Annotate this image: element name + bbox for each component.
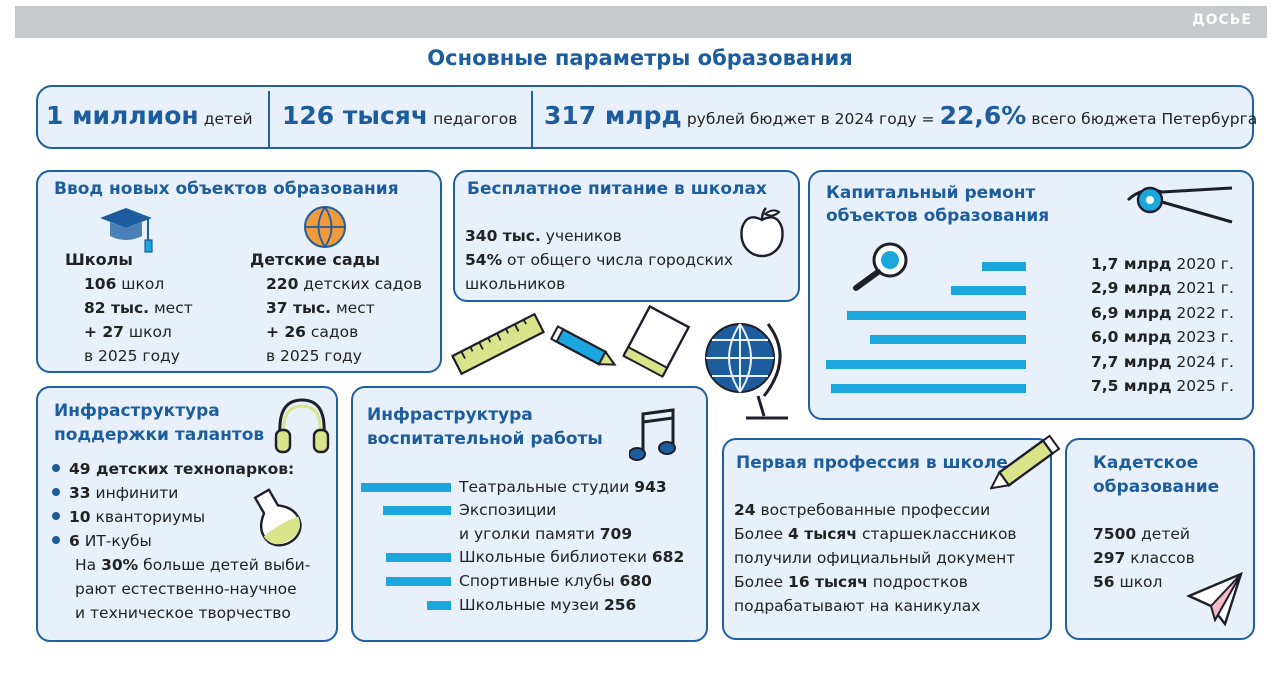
bullet-icon bbox=[52, 512, 60, 520]
repair-year: 2021 г. bbox=[1171, 279, 1234, 298]
share-label: всего бюджета Петербурга bbox=[1031, 110, 1258, 128]
infra-value: 680 bbox=[619, 572, 652, 590]
cadet-children-count: 7500 bbox=[1093, 525, 1137, 543]
ball-icon bbox=[302, 204, 348, 250]
schools-places: 82 тыс. bbox=[84, 299, 150, 317]
talents-bullet bbox=[52, 481, 178, 505]
talents-title-1: Инфраструктура bbox=[54, 401, 220, 421]
kindergartens-year: в 2025 году bbox=[266, 347, 362, 365]
talents-percent: 30% bbox=[101, 556, 139, 574]
kindergartens-plus-label: садов bbox=[310, 323, 359, 341]
stats-bar bbox=[36, 85, 1258, 149]
schools-heading: Школы bbox=[65, 250, 133, 269]
repair-value: 7,7 млрд bbox=[1091, 352, 1172, 371]
l4-pre: Более bbox=[734, 573, 784, 591]
meals-line-3: школьников bbox=[465, 275, 566, 293]
teachers-value: 126 тысяч bbox=[282, 101, 429, 130]
talents-bullet bbox=[52, 505, 205, 529]
seniors-label: старшеклассников bbox=[861, 525, 1017, 543]
infra-label: Спортивные клубы bbox=[459, 572, 615, 590]
meals-count: 340 тыс. bbox=[465, 227, 541, 245]
repair-title-1: Капитальный ремонт bbox=[826, 183, 1036, 203]
music-note-icon bbox=[629, 406, 679, 466]
repair-bar bbox=[870, 335, 1026, 344]
stat-budget bbox=[544, 101, 1257, 130]
talents-bullet bbox=[52, 529, 152, 553]
schools-count: 106 bbox=[84, 275, 117, 293]
cadet-classes-count: 297 bbox=[1093, 549, 1126, 567]
paper-plane-icon bbox=[1185, 570, 1245, 628]
repair-value-label bbox=[1091, 374, 1234, 398]
infra-bar bbox=[386, 577, 451, 586]
kindergartens-plus: + 26 bbox=[266, 323, 306, 341]
children-value: 1 миллион bbox=[46, 101, 199, 130]
schools-line bbox=[84, 272, 164, 296]
repair-bar bbox=[831, 384, 1026, 393]
profession-line bbox=[734, 570, 968, 594]
infra-value: 682 bbox=[651, 548, 685, 566]
kindergartens-places: 37 тыс. bbox=[266, 299, 332, 317]
repair-year: 2020 г. bbox=[1171, 255, 1234, 273]
meals-line bbox=[465, 224, 622, 248]
repair-year: 2022 г. bbox=[1171, 303, 1234, 322]
profession-line-3: получили официальный документ bbox=[734, 549, 1016, 567]
infra-bar bbox=[361, 483, 451, 492]
cadet-panel bbox=[1065, 438, 1255, 640]
teens-count: 16 тысяч bbox=[788, 573, 868, 591]
kindergartens-line bbox=[266, 320, 358, 344]
repair-value: 1,7 млрд bbox=[1091, 255, 1172, 273]
book-icon bbox=[620, 304, 694, 380]
infra-title-1: Инфраструктура bbox=[367, 405, 533, 425]
divider bbox=[531, 91, 533, 147]
headphones-icon bbox=[272, 394, 332, 456]
p1-post: больше детей выби- bbox=[143, 556, 311, 574]
repair-value-label bbox=[1091, 301, 1234, 325]
infra-item bbox=[459, 475, 667, 499]
stat-teachers bbox=[282, 101, 517, 130]
kindergartens-line bbox=[266, 296, 375, 320]
infra-item bbox=[459, 593, 636, 617]
repair-year: 2024 г. bbox=[1171, 352, 1234, 371]
budget-label: рублей бюджет в 2024 году = bbox=[686, 110, 935, 128]
kindergartens-count-label: детских садов bbox=[303, 275, 422, 293]
capital-repair-panel bbox=[808, 170, 1254, 420]
l2-pre: Более bbox=[734, 525, 784, 543]
cadet-line bbox=[1093, 546, 1195, 570]
stat-children bbox=[46, 101, 253, 130]
profession-line bbox=[734, 498, 990, 522]
free-meals-title: Бесплатное питание в школах bbox=[467, 179, 767, 199]
infra-label: Школьные музеи bbox=[459, 596, 600, 614]
quantorium-count: 10 bbox=[69, 508, 91, 526]
schools-line bbox=[84, 296, 193, 320]
infra-label: Школьные библиотеки bbox=[459, 548, 647, 566]
cadet-title-2: образование bbox=[1093, 477, 1220, 497]
meals-share-label: от общего числа городских bbox=[507, 251, 734, 269]
page-title: Основные параметры образования bbox=[427, 46, 853, 70]
schools-line bbox=[84, 320, 172, 344]
p1-pre: На bbox=[75, 556, 97, 574]
free-meals-panel bbox=[453, 170, 800, 302]
itcube-count: 6 bbox=[69, 532, 80, 550]
infiniti-label: инфинити bbox=[95, 484, 179, 502]
talents-title-2: поддержки талантов bbox=[54, 425, 265, 445]
profession-line-5: подрабатывают на каникулах bbox=[734, 597, 981, 615]
schools-places-label: мест bbox=[153, 299, 193, 317]
infra-item bbox=[459, 545, 684, 569]
repair-value-label bbox=[1091, 350, 1234, 374]
quantorium-label: кванториумы bbox=[95, 508, 206, 526]
top-bar bbox=[15, 6, 1267, 38]
cadet-classes-label: классов bbox=[1130, 549, 1195, 567]
kindergartens-heading: Детские сады bbox=[250, 250, 381, 269]
repair-bar bbox=[951, 286, 1026, 295]
kindergartens-line bbox=[266, 272, 422, 296]
seniors-count: 4 тысяч bbox=[788, 525, 858, 543]
schools-plus-label: школ bbox=[128, 323, 172, 341]
schools-plus: + 27 bbox=[84, 323, 124, 341]
globe-icon bbox=[698, 316, 794, 424]
meals-count-label: учеников bbox=[545, 227, 622, 245]
infra-bar bbox=[383, 506, 451, 515]
ruler-icon bbox=[448, 308, 548, 380]
repair-bar bbox=[982, 262, 1026, 271]
children-label: детей bbox=[203, 110, 253, 128]
new-objects-title: Ввод новых объектов образования bbox=[54, 179, 399, 199]
infra-value: 256 bbox=[603, 596, 637, 614]
technoparks-label: 49 детских технопарков: bbox=[69, 460, 295, 478]
infra-item bbox=[459, 569, 652, 593]
talents-bullet bbox=[52, 457, 294, 481]
talents-paragraph bbox=[75, 553, 310, 577]
schools-year: в 2025 году bbox=[84, 347, 180, 365]
repair-value-label bbox=[1091, 276, 1234, 300]
pencil-icon bbox=[990, 428, 1070, 492]
talents-paragraph-3: и техническое творчество bbox=[75, 604, 291, 622]
budget-value: 317 млрд bbox=[544, 101, 682, 130]
repair-value-label bbox=[1091, 325, 1234, 349]
kindergartens-places-label: мест bbox=[335, 299, 375, 317]
infiniti-count: 33 bbox=[69, 484, 91, 502]
itcube-label: ИТ-кубы bbox=[84, 532, 152, 550]
infra-label: и уголки памяти bbox=[459, 525, 595, 543]
cadet-schools-label: школ bbox=[1119, 573, 1163, 591]
share-value: 22,6% bbox=[939, 101, 1027, 130]
bullet-icon bbox=[52, 488, 60, 496]
kindergartens-count: 220 bbox=[266, 275, 299, 293]
cadet-line bbox=[1093, 570, 1162, 594]
compass-icon bbox=[1122, 178, 1236, 228]
infra-title-2: воспитательной работы bbox=[367, 429, 603, 449]
new-objects-panel bbox=[36, 170, 442, 373]
flask-icon bbox=[244, 486, 308, 550]
teachers-label: педагогов bbox=[433, 110, 518, 128]
apple-icon bbox=[737, 206, 787, 258]
professions-count: 24 bbox=[734, 501, 756, 519]
infra-value: 709 bbox=[599, 525, 633, 543]
divider bbox=[268, 91, 270, 147]
bullet-icon bbox=[52, 464, 60, 472]
infra-item bbox=[459, 522, 632, 546]
cadet-children-label: детей bbox=[1141, 525, 1190, 543]
repair-year: 2023 г. bbox=[1171, 328, 1234, 347]
meals-share: 54% bbox=[465, 251, 503, 269]
repair-value: 6,9 млрд bbox=[1091, 303, 1172, 322]
repair-bar bbox=[847, 311, 1026, 320]
professions-label: востребованные профессии bbox=[760, 501, 991, 519]
cadet-title-1: Кадетское bbox=[1093, 453, 1199, 473]
repair-value: 7,5 млрд bbox=[1091, 377, 1172, 395]
cadet-line bbox=[1093, 522, 1190, 546]
cadet-schools-count: 56 bbox=[1093, 573, 1115, 591]
pencil-icon bbox=[548, 322, 622, 378]
repair-value-label bbox=[1091, 252, 1234, 276]
talents-panel bbox=[36, 386, 338, 642]
repair-value: 6,0 млрд bbox=[1091, 328, 1172, 347]
infra-bar bbox=[427, 601, 451, 610]
infra-bar bbox=[386, 553, 451, 562]
bullet-icon bbox=[52, 536, 60, 544]
repair-year: 2025 г. bbox=[1171, 377, 1234, 395]
talents-paragraph-2: рают естественно-научное bbox=[75, 580, 297, 598]
profession-title: Первая профессия в школе bbox=[736, 453, 1008, 473]
schools-count-label: школ bbox=[121, 275, 165, 293]
teens-label: подростков bbox=[872, 573, 968, 591]
infra-item: Экспозиции bbox=[459, 501, 557, 519]
repair-title-2: объектов образования bbox=[826, 206, 1050, 226]
education-infra-panel bbox=[351, 386, 708, 642]
magnifier-icon bbox=[850, 238, 916, 292]
infra-value: 943 bbox=[634, 478, 667, 496]
profession-line bbox=[734, 522, 1017, 546]
meals-line bbox=[465, 248, 733, 272]
repair-value: 2,9 млрд bbox=[1091, 279, 1172, 298]
dossier-tag: ДОСЬЕ bbox=[1192, 12, 1252, 28]
infra-label: Театральные студии bbox=[459, 478, 630, 496]
repair-bar bbox=[826, 360, 1026, 369]
